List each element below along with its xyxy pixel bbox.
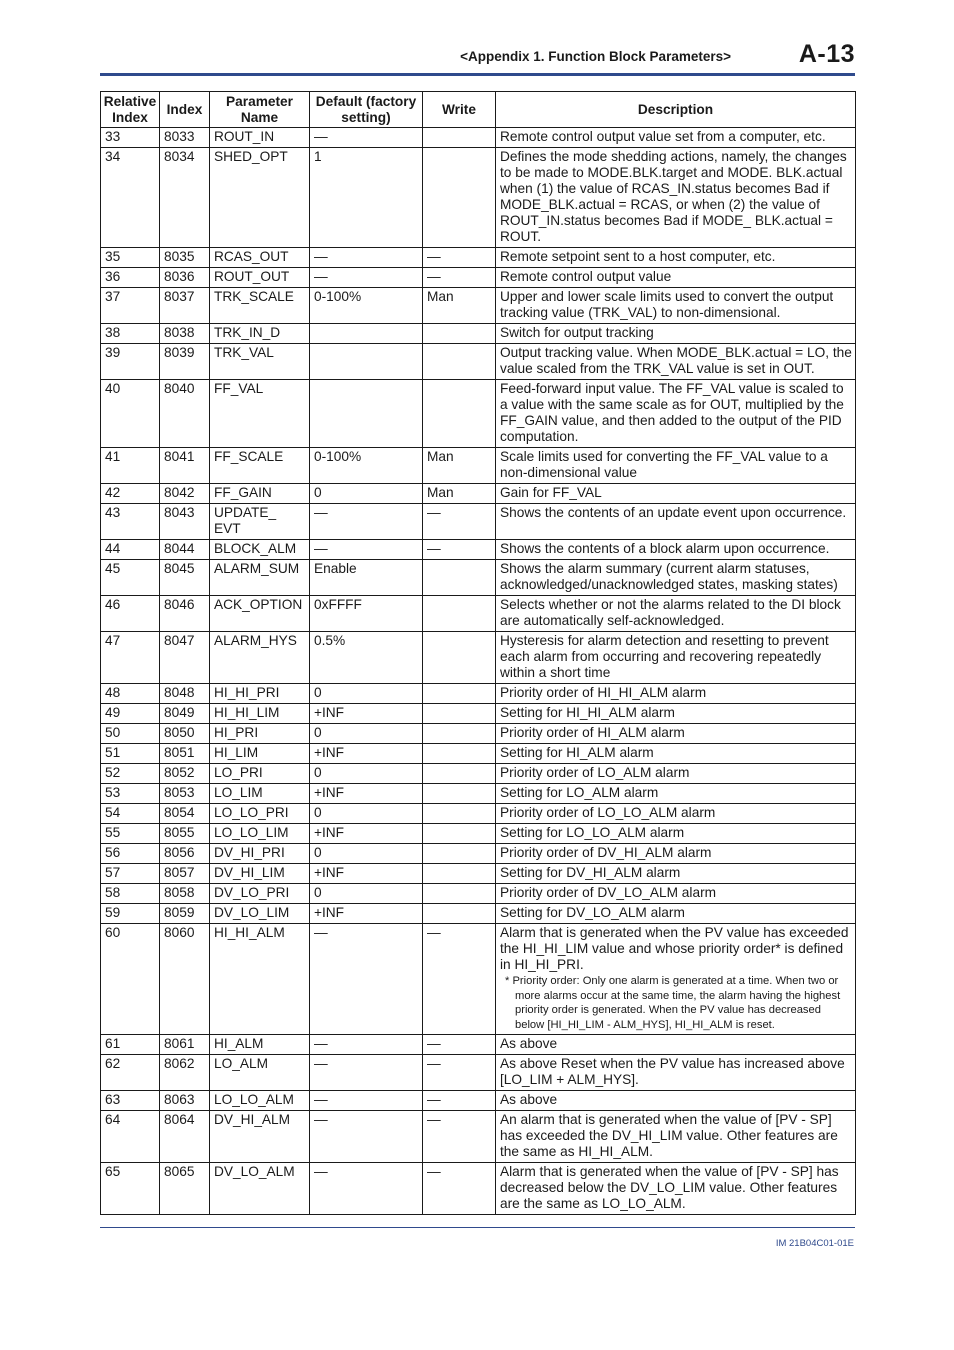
description-text: Remote control output value	[500, 269, 672, 284]
write-cell	[423, 596, 496, 632]
default-cell: 0-100%	[310, 288, 423, 324]
parameter-name-cell: ALARM_HYS	[210, 632, 310, 684]
table-row	[101, 684, 856, 704]
parameter-name-cell: DV_HI_ALM	[210, 1111, 310, 1163]
parameter-name-cell: HI_HI_LIM	[210, 704, 310, 724]
description-text: Scale limits used for converting the FF_VAL value to a non-dimensional value	[500, 449, 828, 480]
relative-index-cell: 40	[101, 380, 160, 448]
description-cell	[496, 684, 856, 704]
default-cell: Enable	[310, 560, 423, 596]
description-cell	[496, 540, 856, 560]
description-text: An alarm that is generated when the value of [PV - SP] has exceeded the DV_HI_LIM value. Other features are the same as HI_HI_ALM.	[500, 1112, 838, 1160]
description-cell	[496, 904, 856, 924]
description-text: Shows the contents of an update event upon occurrence.	[500, 505, 847, 520]
table-row	[101, 148, 856, 248]
description-text: Alarm that is generated when the PV value has exceeded the HI_HI_LIM value and whose priority order* is defined in HI_HI_PRI.	[500, 925, 849, 972]
description-text: Shows the contents of a block alarm upon occurrence.	[500, 541, 830, 556]
relative-index-cell: 38	[101, 324, 160, 344]
parameter-name-cell: HI_ALM	[210, 1035, 310, 1055]
write-cell: —	[423, 504, 496, 540]
default-cell: —	[310, 1111, 423, 1163]
index-cell: 8050	[160, 724, 210, 744]
description-text: Setting for LO_LO_ALM alarm	[500, 825, 685, 840]
write-cell	[423, 744, 496, 764]
write-cell	[423, 724, 496, 744]
default-cell: —	[310, 268, 423, 288]
description-text: Setting for HI_ALM alarm	[500, 745, 654, 760]
index-cell: 8041	[160, 448, 210, 484]
relative-index-cell: 42	[101, 484, 160, 504]
description-text: Setting for DV_HI_ALM alarm	[500, 865, 681, 880]
table-row	[101, 764, 856, 784]
description-cell	[496, 596, 856, 632]
relative-index-cell: 50	[101, 724, 160, 744]
table-row	[101, 1111, 856, 1163]
write-cell	[423, 632, 496, 684]
description-cell	[496, 804, 856, 824]
write-cell	[423, 804, 496, 824]
write-cell: —	[423, 1055, 496, 1091]
description-cell	[496, 744, 856, 764]
relative-index-cell: 49	[101, 704, 160, 724]
description-text: Hysteresis for alarm detection and resetting to prevent each alarm from occurring and recovering repeatedly within a short time	[500, 633, 829, 680]
parameter-name-cell: ALARM_SUM	[210, 560, 310, 596]
description-text: As above Reset when the PV value has increased above [LO_LIM + ALM_HYS].	[500, 1056, 845, 1088]
write-cell	[423, 128, 496, 148]
default-cell: +INF	[310, 904, 423, 924]
index-cell: 8062	[160, 1055, 210, 1091]
parameter-name-cell: ROUT_OUT	[210, 268, 310, 288]
table-row	[101, 288, 856, 324]
default-cell: —	[310, 1163, 423, 1215]
index-cell: 8039	[160, 344, 210, 380]
parameter-name-cell: DV_LO_ALM	[210, 1163, 310, 1215]
relative-index-cell: 35	[101, 248, 160, 268]
index-cell: 8058	[160, 884, 210, 904]
default-cell: 0	[310, 884, 423, 904]
default-cell	[310, 344, 423, 380]
relative-index-cell: 44	[101, 540, 160, 560]
description-cell	[496, 268, 856, 288]
col-index: Index	[160, 92, 210, 128]
relative-index-cell: 63	[101, 1091, 160, 1111]
default-cell: +INF	[310, 784, 423, 804]
table-row	[101, 864, 856, 884]
relative-index-cell: 60	[101, 924, 160, 1035]
default-cell: —	[310, 504, 423, 540]
index-cell: 8049	[160, 704, 210, 724]
default-cell: 0-100%	[310, 448, 423, 484]
table-row	[101, 560, 856, 596]
default-cell: 0	[310, 484, 423, 504]
index-cell: 8053	[160, 784, 210, 804]
description-text: Priority order of LO_LO_ALM alarm	[500, 805, 716, 820]
default-cell: 0	[310, 844, 423, 864]
write-cell: Man	[423, 448, 496, 484]
table-row	[101, 268, 856, 288]
parameter-name-cell: RCAS_OUT	[210, 248, 310, 268]
index-cell: 8059	[160, 904, 210, 924]
description-text: Shows the alarm summary (current alarm statuses, acknowledged/unacknowledged states, masking states)	[500, 561, 838, 592]
parameter-name-cell: UPDATE_ EVT	[210, 504, 310, 540]
description-cell	[496, 288, 856, 324]
description-text: Alarm that is generated when the value of [PV - SP] has decreased below the DV_LO_LIM value. Other features are the same as LO_LO_ALM.	[500, 1164, 839, 1212]
write-cell	[423, 784, 496, 804]
description-cell	[496, 1091, 856, 1111]
table-row	[101, 904, 856, 924]
relative-index-cell: 33	[101, 128, 160, 148]
index-cell: 8037	[160, 288, 210, 324]
description-cell	[496, 864, 856, 884]
default-cell: —	[310, 248, 423, 268]
table-row	[101, 1163, 856, 1215]
default-cell: +INF	[310, 704, 423, 724]
relative-index-cell: 64	[101, 1111, 160, 1163]
table-row	[101, 324, 856, 344]
write-cell: —	[423, 268, 496, 288]
write-cell	[423, 824, 496, 844]
description-cell	[496, 1163, 856, 1215]
relative-index-cell: 34	[101, 148, 160, 248]
default-cell: —	[310, 128, 423, 148]
description-text: Priority order of LO_ALM alarm	[500, 765, 690, 780]
table-row	[101, 596, 856, 632]
index-cell: 8052	[160, 764, 210, 784]
write-cell	[423, 684, 496, 704]
default-cell	[310, 380, 423, 448]
write-cell: —	[423, 248, 496, 268]
relative-index-cell: 61	[101, 1035, 160, 1055]
description-text: Priority order of DV_HI_ALM alarm	[500, 845, 712, 860]
parameter-name-cell: HI_HI_ALM	[210, 924, 310, 1035]
index-cell: 8038	[160, 324, 210, 344]
description-text: Selects whether or not the alarms related to the DI block are automatically self-acknowledged.	[500, 597, 841, 628]
parameter-name-cell: ACK_OPTION	[210, 596, 310, 632]
description-cell	[496, 1055, 856, 1091]
relative-index-cell: 57	[101, 864, 160, 884]
default-cell: 0.5%	[310, 632, 423, 684]
description-text: Setting for HI_HI_ALM alarm	[500, 705, 675, 720]
table-row	[101, 344, 856, 380]
parameter-name-cell: DV_LO_PRI	[210, 884, 310, 904]
index-cell: 8054	[160, 804, 210, 824]
index-cell: 8051	[160, 744, 210, 764]
relative-index-cell: 45	[101, 560, 160, 596]
relative-index-cell: 51	[101, 744, 160, 764]
table-row	[101, 824, 856, 844]
table-row	[101, 1035, 856, 1055]
description-cell	[496, 344, 856, 380]
index-cell: 8048	[160, 684, 210, 704]
default-cell: 1	[310, 148, 423, 248]
table-row	[101, 844, 856, 864]
description-cell	[496, 380, 856, 448]
description-cell	[496, 764, 856, 784]
default-cell: 0	[310, 764, 423, 784]
relative-index-cell: 48	[101, 684, 160, 704]
description-text: Remote control output value set from a computer, etc.	[500, 129, 826, 144]
write-cell: —	[423, 1163, 496, 1215]
relative-index-cell: 47	[101, 632, 160, 684]
relative-index-cell: 36	[101, 268, 160, 288]
index-cell: 8063	[160, 1091, 210, 1111]
table-row	[101, 884, 856, 904]
table-row	[101, 924, 856, 1035]
description-cell	[496, 324, 856, 344]
table-row	[101, 448, 856, 484]
description-text: Priority order of DV_LO_ALM alarm	[500, 885, 717, 900]
description-text: Switch for output tracking	[500, 325, 654, 340]
description-text: As above	[500, 1036, 558, 1052]
description-cell	[496, 924, 856, 1035]
parameter-name-cell: SHED_OPT	[210, 148, 310, 248]
write-cell: Man	[423, 484, 496, 504]
description-cell	[496, 632, 856, 684]
index-cell: 8042	[160, 484, 210, 504]
relative-index-cell: 43	[101, 504, 160, 540]
default-cell	[310, 324, 423, 344]
relative-index-cell: 41	[101, 448, 160, 484]
relative-index-cell: 52	[101, 764, 160, 784]
table-row	[101, 1055, 856, 1091]
default-cell: —	[310, 1035, 423, 1055]
relative-index-cell: 58	[101, 884, 160, 904]
table-row	[101, 484, 856, 504]
table-body	[101, 128, 856, 1215]
relative-index-cell: 55	[101, 824, 160, 844]
description-cell	[496, 784, 856, 804]
page-header	[100, 40, 855, 74]
table-row	[101, 744, 856, 764]
default-cell: +INF	[310, 824, 423, 844]
description-text: Setting for LO_ALM alarm	[500, 785, 659, 800]
table-row	[101, 1091, 856, 1111]
col-description: Description	[496, 92, 856, 128]
parameter-name-cell: ROUT_IN	[210, 128, 310, 148]
write-cell: —	[423, 1035, 496, 1055]
index-cell: 8057	[160, 864, 210, 884]
table-row	[101, 632, 856, 684]
description-cell	[496, 248, 856, 268]
write-cell: —	[423, 540, 496, 560]
description-cell	[496, 448, 856, 484]
col-parameter-name: Parameter Name	[210, 92, 310, 128]
default-cell: —	[310, 1055, 423, 1091]
default-cell: —	[310, 1091, 423, 1111]
parameter-name-cell: HI_HI_PRI	[210, 684, 310, 704]
table-row	[101, 540, 856, 560]
index-cell: 8056	[160, 844, 210, 864]
description-cell	[496, 484, 856, 504]
description-text: Defines the mode shedding actions, namely, the changes to be made to MODE.BLK.target and MODE. BLK.actual when (1) the value of RCAS_IN.status becomes Bad if MODE_BLK.actual = RCAS, or when (2) the value of ROUT_IN.status becomes Bad if MODE_ BLK.actual = ROUT.	[500, 149, 847, 244]
description-cell	[496, 824, 856, 844]
description-cell	[496, 1035, 856, 1055]
default-cell: +INF	[310, 864, 423, 884]
relative-index-cell: 65	[101, 1163, 160, 1215]
write-cell	[423, 844, 496, 864]
description-text: Setting for DV_LO_ALM alarm	[500, 905, 685, 920]
description-text: Upper and lower scale limits used to convert the output tracking value (TRK_VAL) to non-dimensional.	[500, 289, 834, 320]
relative-index-cell: 56	[101, 844, 160, 864]
parameter-name-cell: LO_LO_ALM	[210, 1091, 310, 1111]
parameter-name-cell: FF_GAIN	[210, 484, 310, 504]
col-default: Default (factory setting)	[310, 92, 423, 128]
parameter-table	[100, 91, 856, 1215]
default-cell: +INF	[310, 744, 423, 764]
default-cell: 0	[310, 684, 423, 704]
index-cell: 8045	[160, 560, 210, 596]
footer-rule	[100, 1227, 855, 1228]
parameter-name-cell: DV_LO_LIM	[210, 904, 310, 924]
write-cell: —	[423, 1091, 496, 1111]
description-cell	[496, 148, 856, 248]
index-cell: 8065	[160, 1163, 210, 1215]
relative-index-cell: 37	[101, 288, 160, 324]
parameter-name-cell: FF_SCALE	[210, 448, 310, 484]
parameter-name-cell: BLOCK_ALM	[210, 540, 310, 560]
table-row	[101, 128, 856, 148]
write-cell	[423, 148, 496, 248]
write-cell: Man	[423, 288, 496, 324]
write-cell	[423, 904, 496, 924]
relative-index-cell: 54	[101, 804, 160, 824]
page-number: A-13	[798, 40, 855, 68]
relative-index-cell: 62	[101, 1055, 160, 1091]
write-cell	[423, 704, 496, 724]
description-cell	[496, 560, 856, 596]
parameter-name-cell: TRK_SCALE	[210, 288, 310, 324]
parameter-name-cell: DV_HI_PRI	[210, 844, 310, 864]
index-cell: 8060	[160, 924, 210, 1035]
table-row	[101, 248, 856, 268]
parameter-name-cell: HI_PRI	[210, 724, 310, 744]
write-cell: —	[423, 1111, 496, 1163]
parameter-name-cell: TRK_IN_D	[210, 324, 310, 344]
col-relative-index: Relative Index	[101, 92, 160, 128]
document-id: IM 21B04C01-01E	[775, 1238, 854, 1249]
description-text: Gain for FF_VAL	[500, 485, 602, 500]
relative-index-cell: 53	[101, 784, 160, 804]
description-cell	[496, 504, 856, 540]
index-cell: 8061	[160, 1035, 210, 1055]
index-cell: 8035	[160, 248, 210, 268]
default-cell: —	[310, 540, 423, 560]
parameter-name-cell: LO_ALM	[210, 1055, 310, 1091]
table-row	[101, 380, 856, 448]
description-cell	[496, 128, 856, 148]
default-cell: 0	[310, 804, 423, 824]
parameter-name-cell: LO_LO_LIM	[210, 824, 310, 844]
relative-index-cell: 59	[101, 904, 160, 924]
footnote-text: * Priority order: Only one alarm is generated at a time. When two or more alarms occur at the same time, the alarm having the highest priority order is generated. When the PV value has decreased below [HI_HI_LIM - ALM_HYS], HI_HI_ALM is reset.	[505, 975, 841, 1031]
col-write: Write	[423, 92, 496, 128]
write-cell	[423, 560, 496, 596]
description-cell	[496, 724, 856, 744]
index-cell: 8055	[160, 824, 210, 844]
index-cell: 8046	[160, 596, 210, 632]
default-cell: 0xFFFF	[310, 596, 423, 632]
write-cell	[423, 764, 496, 784]
description-text: Feed-forward input value. The FF_VAL value is scaled to a value with the same scale as for OUT, multiplied by the FF_GAIN value, and then added to the output of the PID computation.	[500, 381, 844, 444]
write-cell	[423, 380, 496, 448]
relative-index-cell: 46	[101, 596, 160, 632]
default-cell: 0	[310, 724, 423, 744]
description-cell	[496, 704, 856, 724]
description-cell	[496, 884, 856, 904]
index-cell: 8044	[160, 540, 210, 560]
table-row	[101, 804, 856, 824]
write-cell	[423, 864, 496, 884]
table-row	[101, 724, 856, 744]
index-cell: 8040	[160, 380, 210, 448]
parameter-name-cell: LO_PRI	[210, 764, 310, 784]
section-title: <Appendix 1. Function Block Parameters>	[460, 49, 731, 64]
description-cell	[496, 844, 856, 864]
description-text: As above	[500, 1092, 558, 1108]
parameter-name-cell: LO_LO_PRI	[210, 804, 310, 824]
write-cell	[423, 344, 496, 380]
parameter-name-cell: HI_LIM	[210, 744, 310, 764]
write-cell: —	[423, 924, 496, 1035]
table-row	[101, 504, 856, 540]
description-text: Remote setpoint sent to a host computer, etc.	[500, 249, 776, 264]
relative-index-cell: 39	[101, 344, 160, 380]
write-cell	[423, 324, 496, 344]
table-row	[101, 704, 856, 724]
parameter-name-cell: TRK_VAL	[210, 344, 310, 380]
index-cell: 8064	[160, 1111, 210, 1163]
index-cell: 8036	[160, 268, 210, 288]
index-cell: 8043	[160, 504, 210, 540]
write-cell	[423, 884, 496, 904]
parameter-name-cell: FF_VAL	[210, 380, 310, 448]
header-rule	[100, 73, 855, 76]
description-text: Priority order of HI_ALM alarm	[500, 725, 685, 740]
index-cell: 8034	[160, 148, 210, 248]
table-row	[101, 784, 856, 804]
parameter-name-cell: DV_HI_LIM	[210, 864, 310, 884]
index-cell: 8033	[160, 128, 210, 148]
index-cell: 8047	[160, 632, 210, 684]
description-cell	[496, 1111, 856, 1163]
table-header-row	[101, 92, 856, 128]
parameter-name-cell: LO_LIM	[210, 784, 310, 804]
default-cell: —	[310, 924, 423, 1035]
description-text: Output tracking value. When MODE_BLK.actual = LO, the value scaled from the TRK_VAL value is set in OUT.	[500, 345, 852, 376]
description-text: Priority order of HI_HI_ALM alarm	[500, 685, 707, 700]
